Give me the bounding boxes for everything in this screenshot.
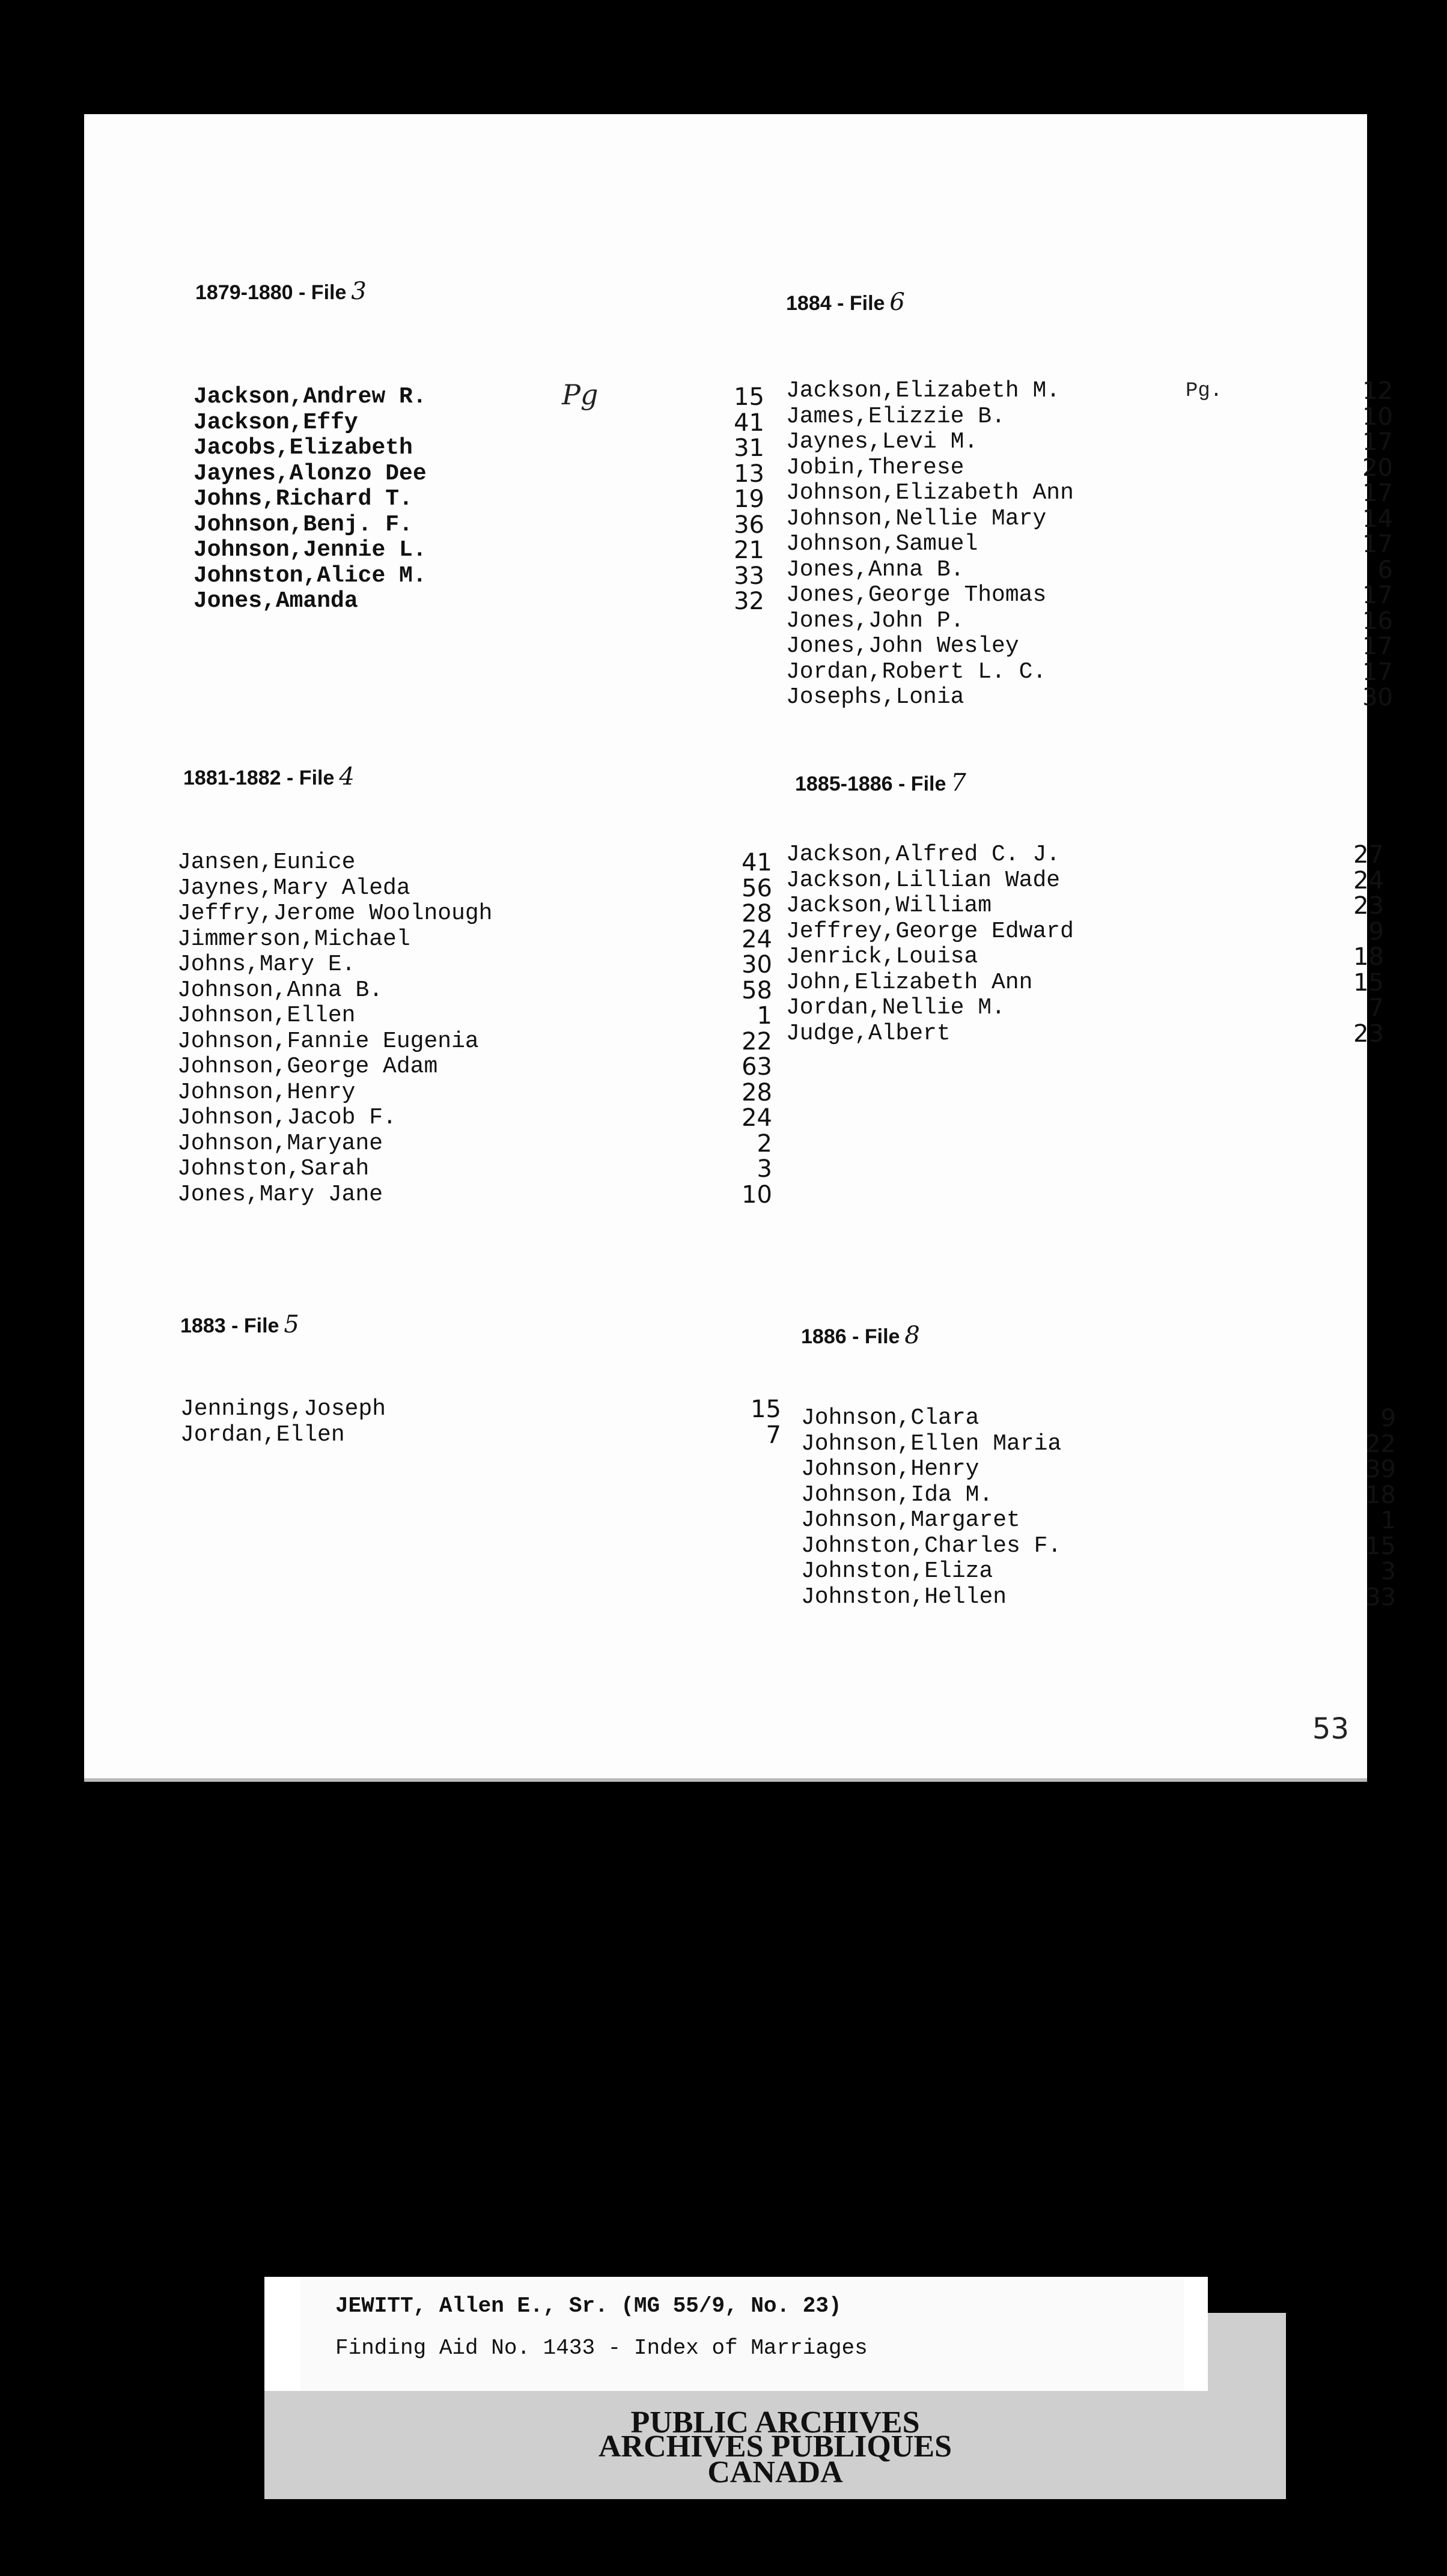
entry-name: Johnston,Sarah (177, 1156, 370, 1182)
entry-row (786, 455, 1393, 481)
document-page (84, 114, 1396, 1782)
section-title: 1885-1886 - File 7 (795, 769, 966, 797)
entry-row (786, 583, 1393, 609)
entry-page: 21 (734, 536, 764, 564)
entry-name: Johnson,Fannie Eugenia (177, 1028, 479, 1054)
entry-row (801, 1534, 1396, 1560)
entry-page: 23 (1353, 1019, 1384, 1048)
entry-row (786, 378, 1393, 404)
entry-page: 17 (1362, 658, 1393, 686)
entry-page: 12 (1362, 377, 1393, 405)
entry-page: 18 (1353, 943, 1384, 971)
entry-page: 16 (1362, 607, 1393, 635)
entry-page: 15 (734, 383, 764, 411)
entry-page: 30 (1362, 684, 1393, 711)
entry-page: 22 (742, 1027, 772, 1056)
entry-page: 41 (742, 849, 772, 876)
entry-page: 28 (742, 900, 772, 928)
entry-name: Jenrick,Louisa (786, 944, 978, 970)
entry-page: 33 (734, 562, 764, 590)
section-1884 (786, 288, 905, 316)
entry-name: Johnson,Nellie Mary (786, 505, 1047, 532)
entry-row (801, 1585, 1396, 1611)
entry-page: 10 (742, 1180, 772, 1209)
entry-name: Jaynes,Levi M. (786, 429, 978, 455)
section-1883 (180, 1311, 299, 1338)
entry-row (801, 1406, 1396, 1432)
entry-name: Johnson,Margaret (801, 1507, 1020, 1533)
entry-page: 17 (1362, 633, 1393, 660)
entry-page: 14 (1362, 505, 1393, 533)
entry-name: Jackson,Elizabeth M. (786, 378, 1061, 404)
entry-row (786, 893, 1384, 919)
entry-page: 28 (742, 1078, 772, 1107)
entry-page: 15 (751, 1396, 781, 1423)
entry-page: 15 (1365, 1532, 1396, 1560)
entry-page: 31 (734, 434, 764, 462)
entry-list (180, 1397, 781, 1448)
entry-name: Johnson,Clara (801, 1405, 979, 1431)
label-line-1: JEWITT, Allen E., Sr. (MG 55/9, No. 23) (335, 2294, 842, 2318)
entry-name: Jackson,Alfred C. J. (786, 842, 1061, 867)
entry-name: Jacobs,Elizabeth (193, 435, 413, 461)
entry-page: 33 (1365, 1583, 1396, 1611)
entry-name: Jordan,Ellen (180, 1421, 345, 1448)
entry-row (786, 532, 1393, 557)
entry-name: Jackson,William (786, 893, 992, 919)
entry-row (786, 685, 1393, 711)
entry-name: Jeffry,Jerome Woolnough (177, 901, 493, 926)
entry-name: Johnson,Anna B. (177, 977, 383, 1003)
entry-row (801, 1508, 1396, 1534)
section-title: 1883 - File 5 (180, 1311, 299, 1338)
entry-name: Johnson,Jacob F. (177, 1105, 397, 1131)
entry-name: Johnson,Samuel (786, 531, 978, 557)
entry-page: 7 (766, 1421, 781, 1449)
entry-row (786, 404, 1393, 430)
entry-name: Johnston,Eliza (801, 1558, 993, 1584)
entry-row (180, 1397, 781, 1423)
section-1881-1882 (183, 763, 355, 791)
entry-row (193, 538, 764, 564)
entry-name: Jobin,Therese (786, 454, 964, 481)
entry-row (801, 1483, 1396, 1508)
entry-name: Judge,Albert (786, 1020, 951, 1046)
entry-name: Jones,Anna B. (786, 556, 964, 583)
entry-page: 19 (734, 485, 764, 513)
entry-page: 24 (742, 1104, 772, 1132)
entry-row (801, 1559, 1396, 1585)
pg-label: Pg (562, 378, 599, 411)
entry-row (180, 1423, 781, 1448)
entry-name: Johnston,Charles F. (801, 1533, 1062, 1559)
section-1886 (801, 1322, 920, 1349)
entry-row (786, 660, 1393, 685)
entry-row (177, 1054, 772, 1080)
entry-page: 36 (734, 511, 764, 539)
entry-name: Jones,Mary Jane (177, 1181, 383, 1208)
entry-page: 39 (1365, 1456, 1396, 1483)
entry-row (786, 481, 1393, 506)
entry-page: 56 (742, 874, 772, 902)
entry-row (193, 564, 764, 589)
entry-row (786, 868, 1384, 894)
entry-name: Johnson,Ellen Maria (801, 1430, 1062, 1457)
entry-page: 23 (1353, 892, 1384, 920)
entry-name: Jackson,Effy (193, 409, 358, 436)
entry-name: Jones,Amanda (193, 588, 358, 614)
entry-page: 18 (1365, 1481, 1396, 1509)
entry-page: 6 (1377, 556, 1393, 584)
section-title: 1881-1882 - File 4 (183, 763, 355, 791)
entry-name: Jaynes,Alonzo Dee (193, 460, 427, 487)
page-number: 53 (1312, 1712, 1349, 1746)
entry-row (177, 927, 772, 953)
entry-row (786, 842, 1384, 868)
entry-row (177, 1182, 772, 1208)
entry-name: Jordan,Nellie M. (786, 995, 1005, 1021)
entry-row (177, 952, 772, 978)
entry-name: Johnston,Alice M. (193, 562, 427, 589)
entry-page: 17 (1362, 582, 1393, 609)
entry-row (801, 1432, 1396, 1457)
entry-page: 9 (1368, 917, 1384, 946)
entry-name: John,Elizabeth Ann (786, 969, 1033, 995)
entry-page: 7 (1368, 994, 1384, 1022)
entry-row (177, 978, 772, 1004)
entry-page: 17 (1362, 479, 1393, 507)
entry-name: Jackson,Lillian Wade (786, 867, 1061, 893)
section-title: 1879-1880 - File 3 (195, 278, 367, 305)
stamp-line-3: CANADA (707, 2455, 843, 2489)
entry-row (177, 1156, 772, 1182)
entry-row (193, 589, 764, 615)
entry-page: 32 (734, 588, 764, 615)
section-title: 1886 - File 8 (801, 1322, 920, 1349)
entry-page: 20 (1362, 454, 1393, 482)
entry-list (786, 842, 1384, 1046)
entry-row (801, 1457, 1396, 1483)
entry-page: 17 (1362, 428, 1393, 456)
entry-name: Johns,Mary E. (177, 952, 356, 977)
pg-label: Pg. (1186, 380, 1223, 402)
entry-row (177, 1003, 772, 1029)
label-line-2: Finding Aid No. 1433 - Index of Marriages (335, 2336, 868, 2360)
entry-row (786, 430, 1393, 455)
stamp-line-2: ARCHIVES PUBLIQUES (598, 2429, 952, 2464)
entry-name: Jones,George Thomas (786, 582, 1047, 608)
entry-page: 30 (742, 951, 772, 979)
entry-row (177, 901, 772, 927)
entry-row (193, 410, 764, 436)
entry-name: Johnston,Hellen (801, 1584, 1007, 1610)
entry-page: 2 (757, 1129, 772, 1158)
entry-row (177, 1080, 772, 1106)
entry-list (801, 1406, 1396, 1610)
entry-page: 13 (734, 460, 764, 488)
entry-name: Johnson,Henry (801, 1456, 979, 1482)
entry-row (193, 512, 764, 538)
entry-name: Johnson,Ellen (177, 1003, 356, 1028)
entry-list (193, 384, 764, 615)
entry-page: 22 (1365, 1430, 1396, 1458)
entry-name: Jones,John Wesley (786, 633, 1019, 659)
entry-name: Jansen,Eunice (177, 849, 356, 875)
entry-row (177, 1105, 772, 1131)
entry-name: Jeffrey,George Edward (786, 918, 1074, 944)
section-1885-1886 (795, 769, 966, 797)
entry-name: Jimmerson,Michael (177, 926, 410, 952)
entry-row (177, 1131, 772, 1157)
entry-row (193, 487, 764, 512)
entry-row (786, 506, 1393, 532)
stamp-line-1: PUBLIC ARCHIVES (630, 2405, 920, 2440)
entry-row (786, 995, 1384, 1021)
entry-page: 10 (1362, 402, 1393, 431)
entry-list (177, 850, 772, 1208)
entry-name: Johnson,Benj. F. (193, 511, 413, 538)
entry-row (786, 919, 1384, 945)
entry-name: Jordan,Robert L. C. (786, 658, 1047, 685)
finding-aid-label (264, 2277, 1208, 2391)
entry-row (786, 634, 1393, 660)
entry-row (193, 436, 764, 461)
entry-row (786, 557, 1393, 583)
entry-page: 58 (742, 976, 772, 1004)
entry-page: 1 (757, 1002, 772, 1030)
entry-page: 15 (1353, 968, 1384, 997)
entry-page: 3 (757, 1155, 772, 1183)
entry-name: Jaynes,Mary Aleda (177, 875, 410, 901)
entry-name: Josephs,Lonia (786, 684, 964, 710)
entry-name: Johnson,Jennie L. (193, 537, 427, 563)
entry-row (177, 876, 772, 902)
entry-page: 63 (742, 1053, 772, 1081)
entry-name: Johnson,Maryane (177, 1130, 383, 1156)
entry-name: Jones,John P. (786, 607, 964, 634)
entry-name: Jennings,Joseph (180, 1396, 386, 1422)
entry-page: 41 (734, 409, 764, 437)
entry-name: Johnson,Henry (177, 1079, 356, 1105)
entry-page: 3 (1380, 1558, 1396, 1585)
entry-name: Johns,Richard T. (193, 486, 413, 512)
entry-row (193, 384, 764, 410)
entry-name: Johnson,Ida M. (801, 1481, 993, 1508)
entry-page: 9 (1380, 1405, 1396, 1432)
entry-row (177, 1029, 772, 1055)
entry-name: Johnson,George Adam (177, 1054, 438, 1080)
entry-row (786, 970, 1384, 996)
entry-name: Jackson,Andrew R. (193, 384, 427, 410)
entry-row (786, 1021, 1384, 1047)
entry-row (786, 609, 1393, 634)
entry-page: 27 (1353, 841, 1384, 869)
entry-row (177, 850, 772, 876)
entry-row (193, 461, 764, 487)
section-title: 1884 - File 6 (786, 288, 905, 316)
entry-name: Johnson,Elizabeth Ann (786, 480, 1074, 506)
entry-page: 24 (742, 925, 772, 953)
entry-name: James,Elizzie B. (786, 403, 1005, 430)
entry-row (786, 944, 1384, 970)
entry-page: 1 (1380, 1507, 1396, 1534)
entry-list (786, 378, 1393, 711)
section-1879-1880 (195, 278, 367, 305)
entry-page: 17 (1362, 530, 1393, 558)
entry-page: 24 (1353, 866, 1384, 895)
